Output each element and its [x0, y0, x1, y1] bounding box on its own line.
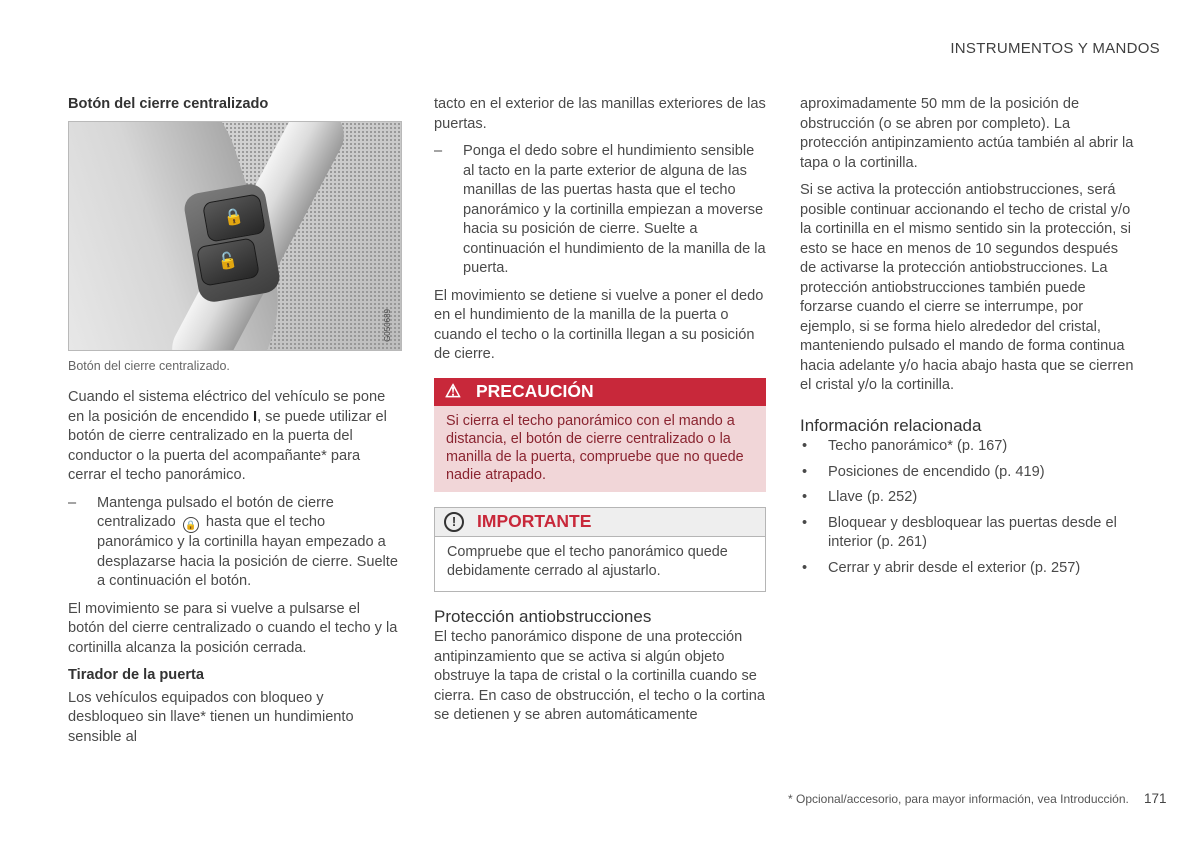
section-heading-door-handle: Tirador de la puerta	[68, 667, 204, 683]
instruction-step	[68, 494, 400, 592]
bullet: •	[802, 489, 808, 505]
bullet: •	[802, 514, 808, 531]
section-heading-central-lock: Botón del cierre centralizado	[68, 96, 269, 112]
related-info-heading: Información relacionada	[800, 415, 982, 435]
paragraph: tacto en el exterior de las manillas exteriores de las puertas.	[434, 96, 766, 132]
related-link[interactable]	[800, 559, 1134, 579]
paragraph	[68, 388, 400, 486]
important-header	[435, 508, 765, 537]
related-links-list	[800, 437, 1134, 578]
important-title: IMPORTANTE	[477, 510, 592, 531]
lock-icon: 🔒	[183, 517, 199, 533]
related-link[interactable]	[800, 463, 1134, 483]
related-link[interactable]	[800, 437, 1134, 457]
column-1	[68, 95, 400, 755]
warning-box	[434, 378, 766, 492]
paragraph-text: Cuando el sistema eléctrico del vehículo se pone en la posición de encendido	[68, 389, 386, 425]
footnote: * Opcional/accesorio, para mayor información, vea Introducción.	[788, 792, 1129, 806]
ignition-position-label: I	[253, 408, 258, 425]
related-link-label[interactable]: Bloquear y desbloquear las puertas desde el interior (p. 261)	[828, 514, 1117, 550]
related-link-label[interactable]: Cerrar y abrir desde el exterior (p. 257)	[828, 559, 1081, 576]
related-link-label[interactable]: Llave (p. 252)	[828, 489, 918, 505]
section-heading-anti-pinch: Protección antiobstrucciones	[434, 606, 652, 626]
bullet: •	[802, 438, 808, 454]
important-text: Compruebe que el techo panorámico quede debidamente cerrado al ajustarlo.	[447, 543, 728, 579]
bullet: •	[802, 559, 808, 576]
lock-icon: 🔒	[202, 193, 266, 242]
central-lock-button-figure	[68, 121, 402, 351]
dash-marker: –	[68, 494, 77, 511]
paragraph: El movimiento se para si vuelve a pulsarse el botón del cierre centralizado o cuando el techo y la cortinilla alcanza la posición cerrada.	[68, 600, 398, 656]
exclamation-glyph: !	[444, 512, 464, 532]
bullet: •	[802, 463, 808, 480]
step-text: hasta que el techo panorámico y la cortinilla hayan empezado a desplazarse hacia la posición de cierre. Suelte a continuación el botón.	[97, 514, 398, 589]
page-number: 171	[1144, 791, 1167, 806]
paragraph: Los vehículos equipados con bloqueo y desbloqueo sin llave* tienen un hundimiento sensible al	[68, 689, 354, 745]
unlock-icon: 🔓	[196, 237, 260, 286]
paragraph: aproximadamente 50 mm de la posición de obstrucción (o se abren por completo). La protección antipinzamiento actúa también al abrir la tapa o la cortinilla.	[800, 96, 1134, 171]
paragraph: El movimiento se detiene si vuelve a poner el dedo en el hundimiento de la manilla de la puerta o cuando el techo o la cortinilla llegan a su posición de cierre.	[434, 287, 764, 362]
warning-text: Si cierra el techo panorámico con el mando a distancia, el botón de cierre centralizado o la manilla de la puerta, compruebe que no quede nadie atrapado.	[434, 406, 766, 492]
chapter-title: INSTRUMENTOS Y MANDOS	[950, 40, 1160, 57]
column-2	[434, 95, 766, 734]
exclamation-circle-icon	[443, 511, 465, 532]
instruction-step	[434, 142, 766, 279]
warning-title: PRECAUCIÓN	[476, 380, 594, 401]
warning-header	[434, 378, 766, 406]
related-link[interactable]	[800, 488, 1134, 508]
warning-triangle-icon: ⚠	[444, 380, 462, 401]
step-text: Ponga el dedo sobre el hundimiento sensible al tacto en la parte exterior de alguna de las manillas de las puertas hasta que el techo panorámico y la cortinilla empiezan a moverse hacia su posición de cierre. Suelte a continuación el hundimiento de la manilla de la puerta.	[463, 143, 766, 276]
important-box	[434, 507, 766, 592]
paragraph: El techo panorámico dispone de una protección antipinzamiento que se activa si algún objeto obstruye la tapa de cristal o la cortinilla cuando se cierra. En caso de obstrucción, el techo o la cortina se detienen y se abren automáticamente	[434, 629, 765, 723]
related-link[interactable]	[800, 514, 1134, 553]
step-text: Mantenga pulsado el botón de cierre centralizado	[97, 494, 334, 530]
figure-code: G050689	[382, 308, 392, 342]
column-3	[800, 95, 1134, 584]
related-link-label[interactable]: Techo panorámico* (p. 167)	[828, 438, 1008, 454]
paragraph: Si se activa la protección antiobstrucciones, será posible continuar accionando el techo de cristal y/o la cortinilla en el mismo sentido sin la protección, si esto se hace en menos de 10 segundos después de activarse la protección antiobstrucciones. La protección antiobstrucciones también puede forzarse cuando el cierre se interrumpe, por ejemplo, si se forma hielo alrededor del cristal, manteniendo pulsado el mando de forma continua hacia adelante y/o hacia abajo hasta que se cierren el cristal y/o la cortinilla.	[800, 182, 1134, 393]
figure-caption: Botón del cierre centralizado.	[68, 358, 230, 373]
paragraph-text: , se puede utilizar el botón de cierre centralizado en la puerta del conductor o la puerta del acompañante* para cerrar el techo panorámico.	[68, 408, 387, 483]
dash-marker: –	[434, 143, 443, 159]
related-link-label[interactable]: Posiciones de encendido (p. 419)	[828, 463, 1045, 480]
